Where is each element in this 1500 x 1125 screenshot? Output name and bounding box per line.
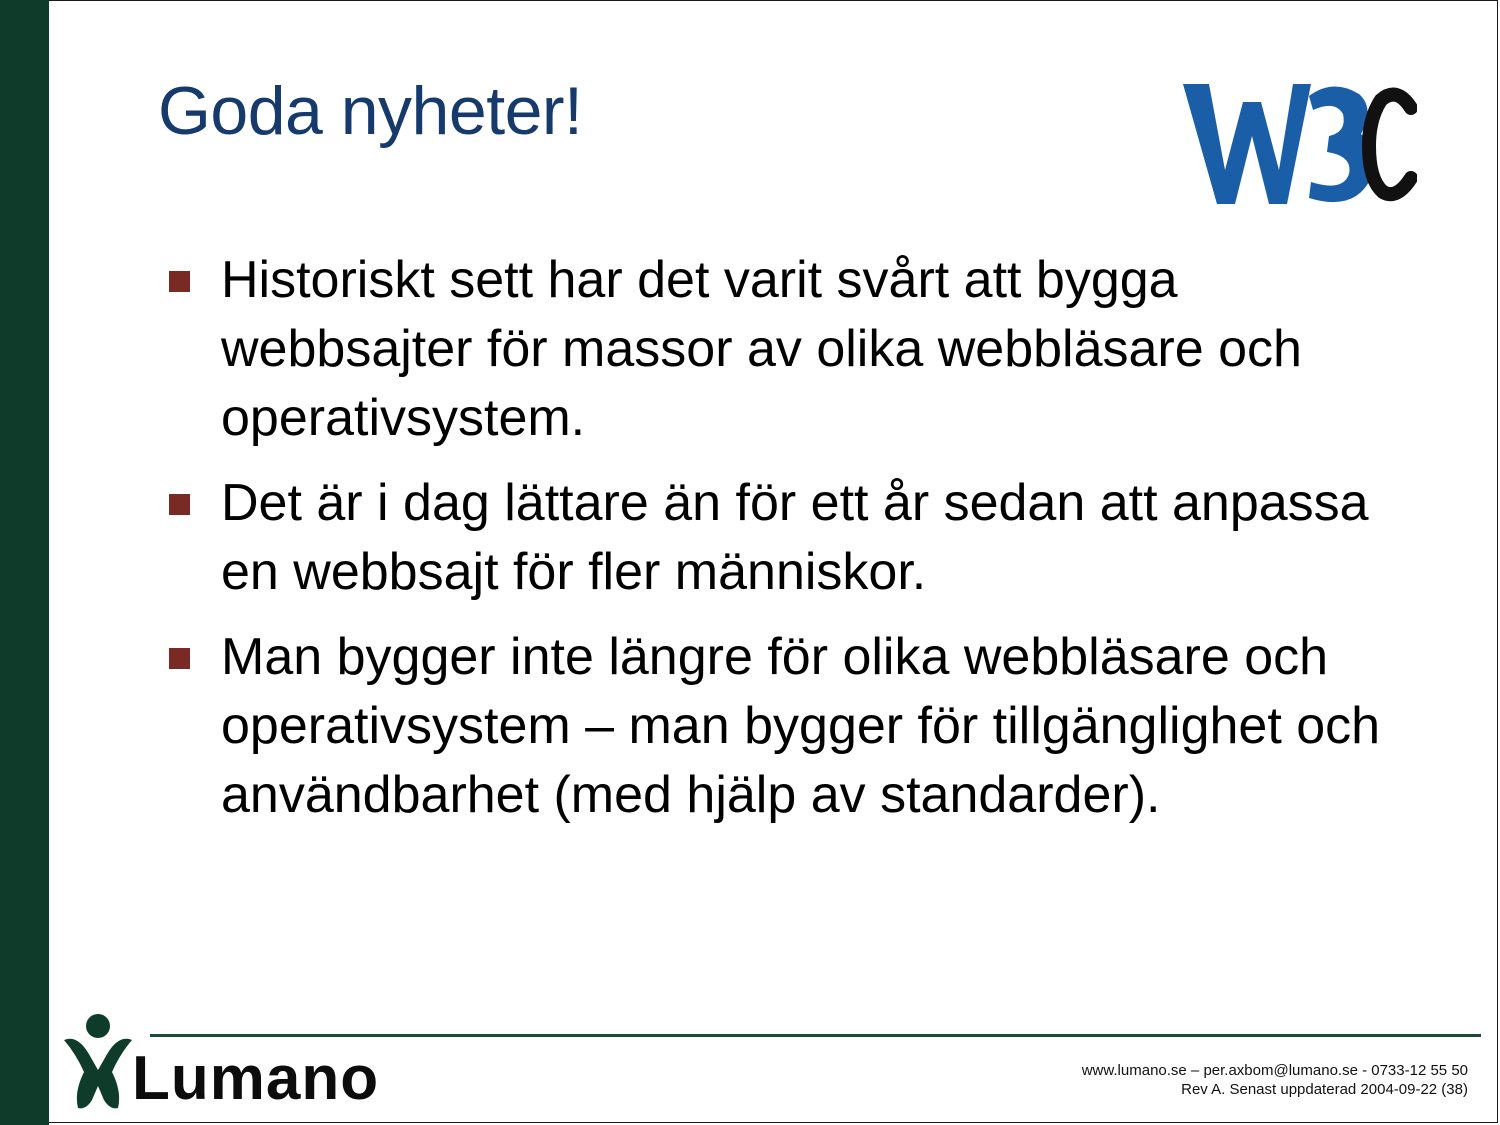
bullet-text: Man bygger inte längre för olika webbläsare och operativsystem – man bygger för tillgänglighet och användbarhet (med hjälp av standarder). [221,628,1381,824]
lumano-figure-icon [60,1010,136,1112]
bullet-item [168,469,1398,607]
lumano-logo-text: Lumano [132,1044,380,1113]
bullet-list [168,246,1398,830]
footer-divider [150,1034,1481,1037]
bullet-square-icon [169,494,190,515]
footer-revision: Rev A. Senast uppdaterad 2004-09-22 (38) [1181,1081,1468,1098]
footer-contact: www.lumano.se – per.axbom@lumano.se - 0733-12 55 50 [1081,1062,1468,1079]
w3c-logo-w [1183,84,1311,204]
w3c-logo [1183,78,1417,210]
slide-title: Goda nyheter! [158,73,583,149]
w3c-logo-c [1369,95,1411,195]
bullet-item [168,623,1398,830]
bullet-text: Historiskt sett har det varit svårt att bygga webbsajter för massor av olika webbläsare och operativsystem. [221,251,1302,447]
bullet-text: Det är i dag lättare än för ett år sedan att anpassa en webbsajt för fler människor. [221,474,1369,601]
footer-info [1082,1061,1468,1099]
bullet-item [168,246,1398,453]
bullet-square-icon [169,648,190,669]
sidebar-stripe [0,0,49,1125]
bullet-square-icon [169,271,190,292]
